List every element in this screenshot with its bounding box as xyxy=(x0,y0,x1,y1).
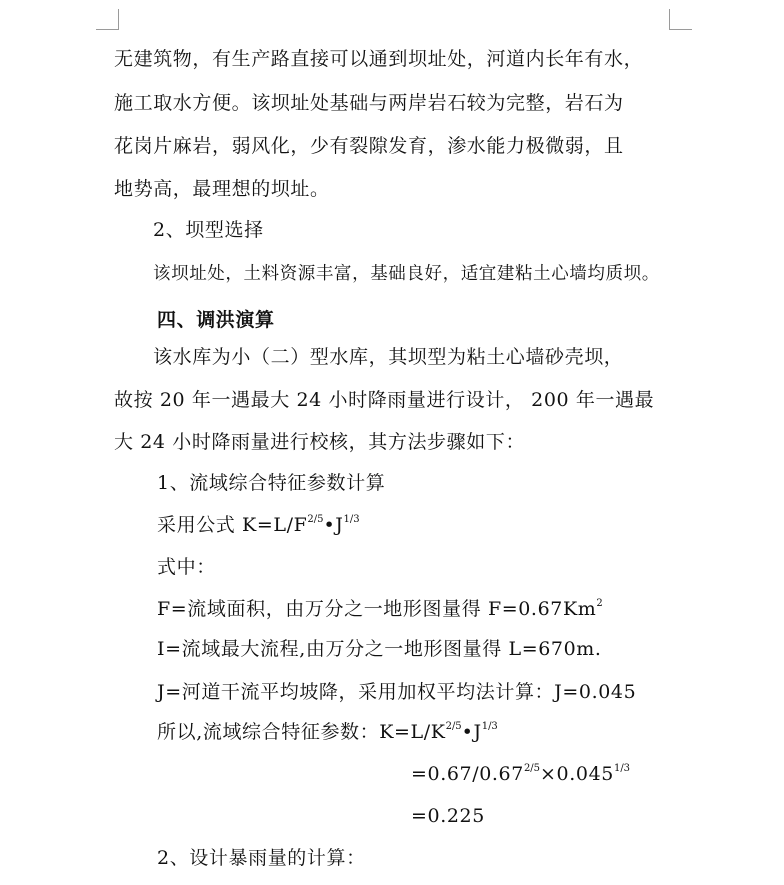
formula-text: •J xyxy=(461,721,482,743)
paragraph-line: J=河道干流平均坡降，采用加权平均法计算：J=0.045 xyxy=(157,681,637,703)
paragraph-line: I=流域最大流程,由万分之一地形图量得 L=670m. xyxy=(157,638,602,660)
formula-result: =0.225 xyxy=(411,805,485,827)
subsection-heading: 2、坝型选择 xyxy=(153,219,264,241)
formula-exponent: 2/5 xyxy=(307,514,324,525)
formula-exponent: 2/5 xyxy=(445,721,462,732)
formula-text: 所以,流域综合特征参数：K=L/K xyxy=(157,721,446,743)
page-corner-mark-top-right xyxy=(669,9,692,30)
subsection-heading: 1、流域综合特征参数计算 xyxy=(157,472,386,494)
paragraph-line: 大 24 小时降雨量进行校核，其方法步骤如下： xyxy=(114,431,526,453)
formula-exponent: 1/3 xyxy=(481,721,498,732)
paragraph-line: 该水库为小（二）型水库，其坝型为粘土心墙砂壳坝， xyxy=(153,346,624,368)
paragraph-line: 地势高，最理想的坝址。 xyxy=(114,178,330,200)
page-corner-mark-top-left xyxy=(96,9,119,30)
paragraph-line: 无建筑物，有生产路直接可以通到坝址处，河道内长年有水， xyxy=(114,48,644,70)
formula-exponent: 2 xyxy=(596,598,603,609)
formula-line xyxy=(157,513,360,537)
formula-line xyxy=(157,720,498,744)
section-heading: 四、调洪演算 xyxy=(157,309,275,331)
paragraph-line: 施工取水方便。该坝址处基础与两岸岩石较为完整，岩石为 xyxy=(114,92,624,114)
formula-line xyxy=(157,597,603,621)
subsection-heading: 2、设计暴雨量的计算： xyxy=(157,847,366,869)
paragraph-line: 花岗片麻岩，弱风化，少有裂隙发育，渗水能力极微弱，且 xyxy=(114,135,624,157)
formula-text: F=流域面积，由万分之一地形图量得 F=0.67Km xyxy=(157,598,597,620)
paragraph-line: 故按 20 年一遇最大 24 小时降雨量进行设计， 200 年一遇最 xyxy=(114,389,655,411)
formula-exponent: 1/3 xyxy=(613,763,631,774)
formula-text: 采用公式 K=L/F xyxy=(157,514,308,536)
formula-line xyxy=(411,762,630,786)
formula-text: ×0.045 xyxy=(540,763,614,785)
paragraph-line: 式中： xyxy=(157,556,216,578)
formula-text: =0.67/0.67 xyxy=(411,763,524,785)
paragraph-line: 该坝址处，土料资源丰富，基础良好，适宜建粘土心墙均质坝。 xyxy=(153,264,660,284)
formula-text: •J xyxy=(323,514,344,536)
formula-exponent: 1/3 xyxy=(343,514,360,525)
formula-exponent: 2/5 xyxy=(523,763,541,774)
